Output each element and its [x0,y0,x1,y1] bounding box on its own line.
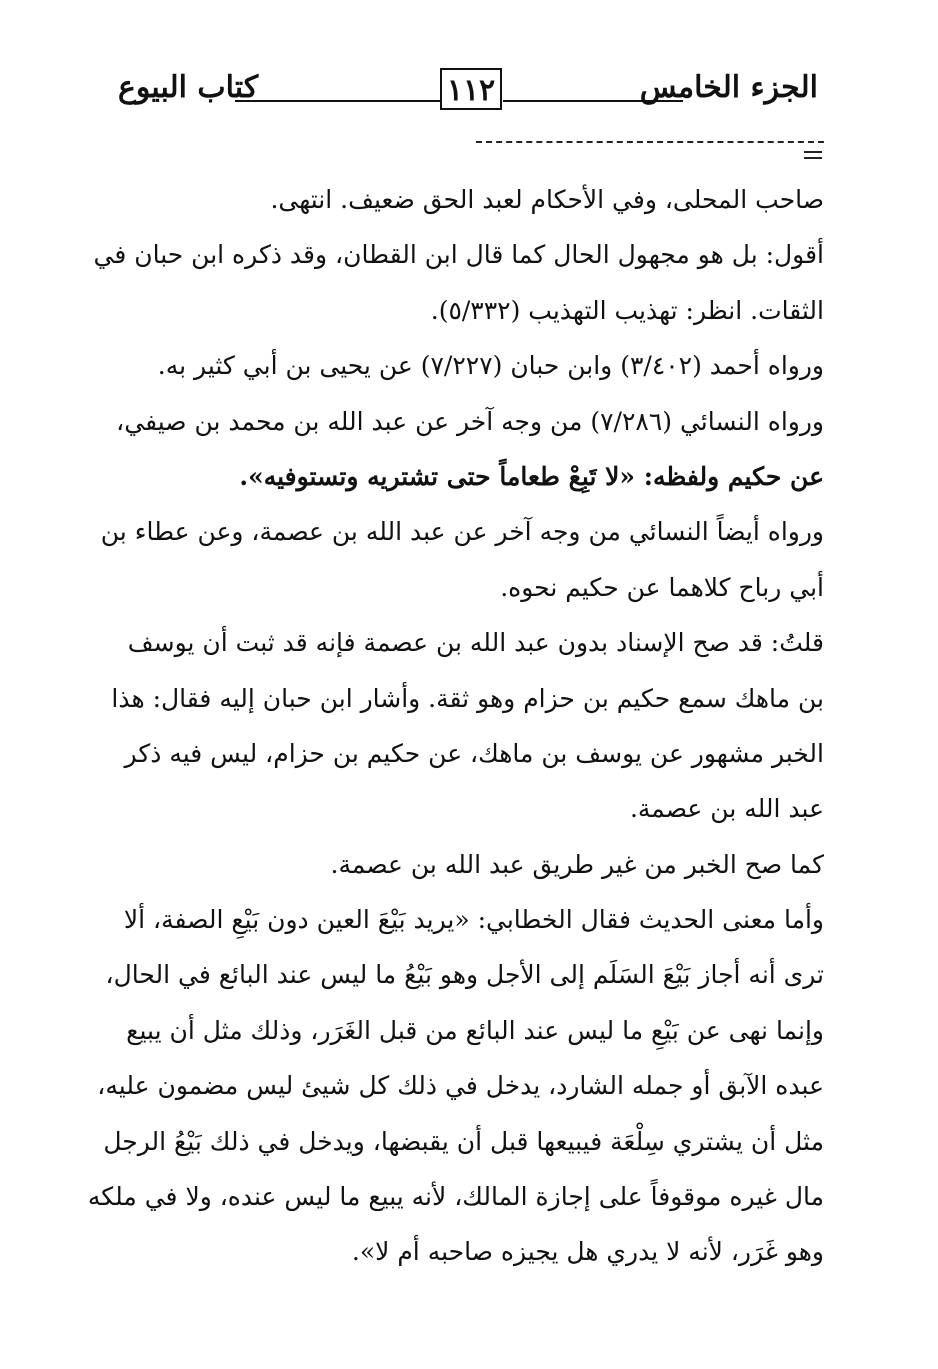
header-rule-left [235,100,440,102]
text-line: عبد الله بن عصمة. [629,794,824,824]
text-line: أقول: بل هو مجهول الحال كما قال ابن القطان، وقد ذكره ابن حبان في [93,240,824,270]
text-line: وإنما نهى عن بَيْعِ ما ليس عند البائع من قبل الغَرَر، وذلك مثل أن يبيع [126,1015,824,1045]
text-line: وأما معنى الحديث فقال الخطابي: «يريد بَيْعَ العين دون بَيْعِ الصفة، ألا [123,905,824,935]
part-title: الجزء الخامس [639,70,818,105]
text-line: الخبر مشهور عن يوسف بن ماهك، عن حكيم بن حزام، ليس فيه ذكر [124,738,824,768]
text-line: عبده الآبق أو جمله الشارد، يدخل في ذلك كل شيئ ليس مضمون عليه، [97,1071,824,1101]
text-line: ورواه أحمد (٣/٤٠٢) وابن حبان (٧/٢٢٧) عن يحيى بن أبي كثير به. [157,351,824,381]
body-text [87,172,824,1280]
text-line: صاحب المحلى، وفي الأحكام لعبد الحق ضعيف. انتهى. [270,185,824,214]
text-line: بن ماهك سمع حكيم بن حزام وهو ثقة. وأشار ابن حبان إليه فقال: هذا [111,683,824,713]
text-line: أبي رباح كلاهما عن حكيم نحوه. [500,572,824,602]
text-line: وهو غَرَر، لأنه لا يدري هل يجيزه صاحبه أم لا». [351,1237,824,1267]
text-line: مال غيره موقوفاً على إجازة المالك، لأنه يبيع ما ليس عنده، ولا في ملكه [87,1182,824,1212]
text-line: ورواه أيضاً النسائي من وجه آخر عن عبد الله بن عصمة، وعن عطاء بن [100,517,824,547]
text-line: مثل أن يشتري سِلْعَة فيبيعها قبل أن يقبضها، ويدخل في ذلك بَيْعُ الرجل [103,1126,824,1156]
separator-mark [804,151,822,160]
text-line: عن حكيم ولفظه: «لا تَبِعْ طعاماً حتى تشتريه وتستوفيه». [239,461,824,491]
text-line: قلتُ: قد صح الإسناد بدون عبد الله بن عصمة فإنه قد ثبت أن يوسف [127,628,824,658]
header-rule-right [503,100,683,102]
text-line: الثقات. انظر: تهذيب التهذيب (٥/٣٣٢). [430,295,824,325]
book-title: كتاب البيوع [118,70,259,105]
text-line: كما صح الخبر من غير طريق عبد الله بن عصمة. [330,849,824,879]
text-line: ورواه النسائي (٧/٢٨٦) من وجه آخر عن عبد الله بن محمد بن صيفي، [116,406,824,436]
page-number: ١١٢ [440,68,502,110]
header-dashed-separator [476,141,824,143]
text-line: ترى أنه أجاز بَيْعَ السَلَم إلى الأجل وهو بَيْعُ ما ليس عند البائع في الحال، [105,960,824,990]
page-header [0,0,938,180]
